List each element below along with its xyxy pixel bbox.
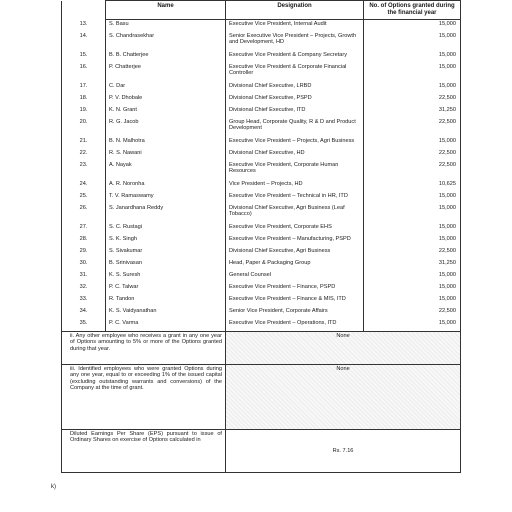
row-designation: Executive Vice President – Finance & MIS, ITD [226,295,364,307]
table-body [62,20,461,332]
row-options: 22,500 [364,118,461,137]
table-row [62,149,461,161]
row-options: 22,500 [364,149,461,161]
row-options: 15,000 [364,223,461,235]
section-ii-value-cell [226,332,461,365]
row-name: K. S. Suresh [106,271,226,283]
table-row [62,106,461,118]
row-index: 26. [62,204,106,223]
row-options: 15,000 [364,204,461,223]
table-row [62,137,461,149]
table-row [62,180,461,192]
table-row [62,295,461,307]
row-designation: Senior Executive Vice President – Projects, Growth and Development, HD [226,32,364,51]
row-designation: Divisional Chief Executive, Agri Business (Leaf Tobacco) [226,204,364,223]
row-options: 22,500 [364,247,461,259]
row-designation: General Counsel [226,271,364,283]
row-designation: Executive Vice President & Company Secretary [226,51,364,63]
row-designation: Executive Vice President, Corporate Human Resources [226,161,364,180]
table-row [62,192,461,204]
row-name: S. Basu [106,20,226,33]
row-name: A. Nayak [106,161,226,180]
table-row [62,204,461,223]
section-k-row [62,430,461,473]
row-options: 31,250 [364,106,461,118]
row-options: 15,000 [364,271,461,283]
row-name: T. V. Ramaswamy [106,192,226,204]
row-designation: Executive Vice President – Technical in HR, ITD [226,192,364,204]
header-name: Name [106,1,226,20]
row-options: 15,000 [364,192,461,204]
row-designation: Divisional Chief Executive, ITD [226,106,364,118]
table-row [62,235,461,247]
section-ii-text: Any other employee who receives a grant in any one year of Options amounting to 5% or more of the Options granted during that year. [70,333,222,352]
row-designation: Group Head, Corporate Quality, R & D and Product Development [226,118,364,137]
table-row [62,32,461,51]
header-blank [62,1,106,20]
row-index: 28. [62,235,106,247]
row-name: P. Chatterjee [106,63,226,82]
row-index: 24. [62,180,106,192]
row-index: 35. [62,319,106,332]
row-name: B. Srinivasan [106,259,226,271]
row-name: B. B. Chatterjee [106,51,226,63]
row-options: 15,000 [364,63,461,82]
row-name: R. S. Nawani [106,149,226,161]
row-options: 15,000 [364,319,461,332]
header-designation: Designation [226,1,364,20]
row-options: 31,250 [364,259,461,271]
row-index: 18. [62,94,106,106]
row-index: 19. [62,106,106,118]
row-options: 15,000 [364,51,461,63]
row-name: R. G. Jacob [106,118,226,137]
row-name: S. Sivakumar [106,247,226,259]
row-options: 15,000 [364,20,461,33]
row-options: 22,500 [364,94,461,106]
section-ii-value: None [336,333,350,339]
row-index: 25. [62,192,106,204]
table-row [62,319,461,332]
row-options: 15,000 [364,295,461,307]
section-ii-row [62,332,461,365]
row-name: S. Chandrasekhar [106,32,226,51]
section-k-text: Diluted Earnings Per Share (EPS) pursuant to issue of Ordinary Shares on exercise of Options calculated in [70,431,222,444]
row-designation: Executive Vice President – Manufacturing, PSPD [226,235,364,247]
table-row [62,271,461,283]
row-designation: Executive Vice President, Internal Audit [226,20,364,33]
row-options: 15,000 [364,32,461,51]
section-k-value: Rs. 7.16 [332,447,354,454]
table-row [62,223,461,235]
row-index: 29. [62,247,106,259]
row-index: 32. [62,283,106,295]
row-index: 17. [62,82,106,94]
row-designation: Senior Vice President, Corporate Affairs [226,307,364,319]
row-index: 23. [62,161,106,180]
section-iii-number: iii. [70,366,76,372]
row-name: P. C. Talwar [106,283,226,295]
row-name: A. R. Noronha [106,180,226,192]
row-options: 10,625 [364,180,461,192]
section-iii-text: Identified employees who were granted Options during any one year, equal to or exceeding 1% of the issued capital (excluding outstanding warrants and conversions) of the Company at the time of grant. [70,366,222,392]
row-name: S. K. Singh [106,235,226,247]
row-designation: Divisional Chief Executive, PSPD [226,94,364,106]
row-designation: Head, Paper & Packaging Group [226,259,364,271]
section-iii-text-cell [62,365,226,430]
row-index: 30. [62,259,106,271]
row-designation: Executive Vice President – Operations, ITD [226,319,364,332]
table-row [62,259,461,271]
section-iii-row [62,365,461,430]
section-k-value-cell [226,430,461,473]
row-index: 34. [62,307,106,319]
table-row [62,94,461,106]
row-designation: Executive Vice President & Corporate Financial Controller [226,63,364,82]
sections-body [62,332,461,473]
row-designation: Divisional Chief Executive, HD [226,149,364,161]
row-index: 27. [62,223,106,235]
options-table [61,0,461,473]
table-row [62,118,461,137]
row-name: K. S. Vaidyanathan [106,307,226,319]
row-name: R. Tandon [106,295,226,307]
table-row [62,51,461,63]
section-iii-value: None [336,366,350,372]
section-ii-text-cell [62,332,226,365]
table-row [62,63,461,82]
row-options: 22,500 [364,307,461,319]
row-designation: Executive Vice President, Corporate EHS [226,223,364,235]
row-index: 33. [62,295,106,307]
row-name: P. V. Dhobale [106,94,226,106]
table-row [62,20,461,33]
row-name: S. Janardhana Reddy [106,204,226,223]
row-index: 16. [62,63,106,82]
table-header-row [62,1,461,20]
table-row [62,283,461,295]
row-name: P. C. Varma [106,319,226,332]
row-designation: Executive Vice President – Projects, Agri Business [226,137,364,149]
row-index: 13. [62,20,106,33]
row-index: 14. [62,32,106,51]
row-index: 21. [62,137,106,149]
row-index: 20. [62,118,106,137]
row-options: 15,000 [364,235,461,247]
row-index: 31. [62,271,106,283]
row-designation: Divisional Chief Executive, Agri Business [226,247,364,259]
table-row [62,82,461,94]
section-k-letter: k) [51,484,56,490]
row-options: 15,000 [364,137,461,149]
table-row [62,161,461,180]
table-row [62,247,461,259]
table-row [62,307,461,319]
row-name: S. C. Rustagi [106,223,226,235]
row-designation: Vice President – Projects, HD [226,180,364,192]
row-options: 15,000 [364,82,461,94]
header-options: No. of Options granted during the financial year [364,1,461,20]
row-name: C. Dar [106,82,226,94]
row-index: 22. [62,149,106,161]
section-k-text-cell [62,430,226,473]
row-name: K. N. Grant [106,106,226,118]
section-ii-number: ii. [70,333,75,339]
row-name: B. N. Malhotra [106,137,226,149]
row-index: 15. [62,51,106,63]
row-designation: Executive Vice President – Finance, PSPD [226,283,364,295]
row-options: 15,000 [364,283,461,295]
section-iii-value-cell [226,365,461,430]
row-options: 22,500 [364,161,461,180]
row-designation: Divisional Chief Executive, LRBD [226,82,364,94]
